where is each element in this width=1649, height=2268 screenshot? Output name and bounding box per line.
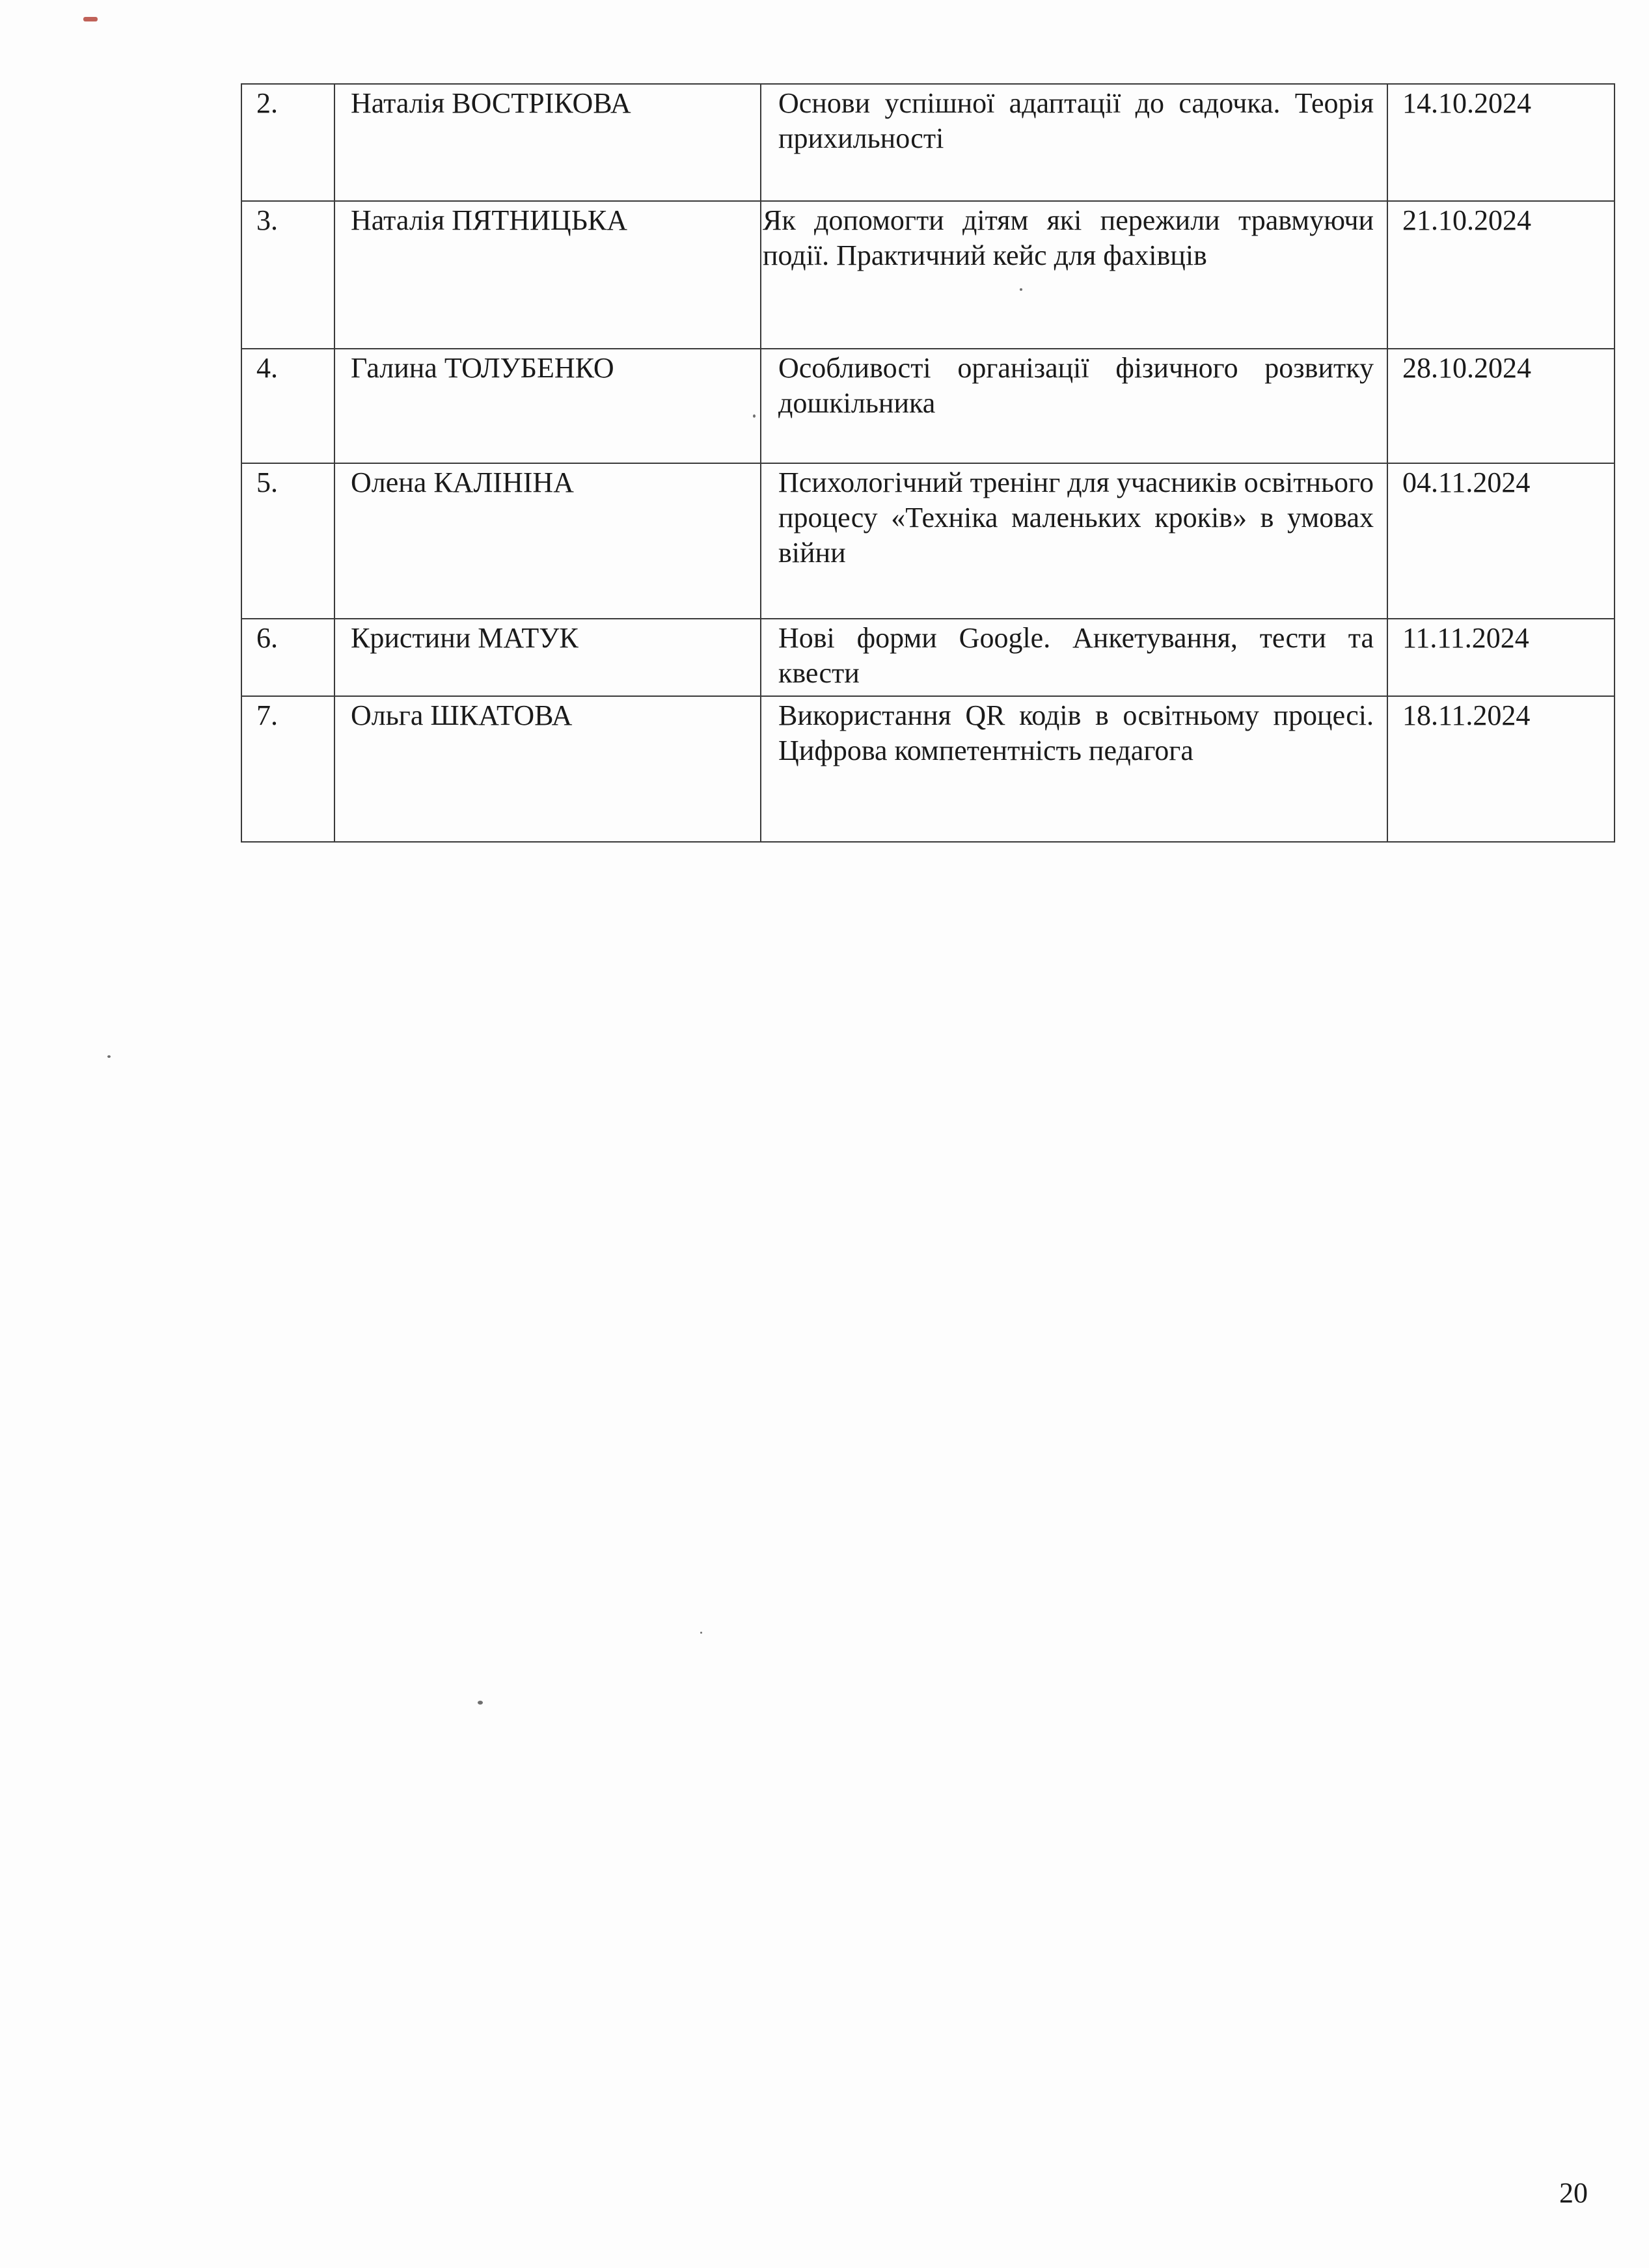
date: 04.11.2024 <box>1387 463 1615 619</box>
date: 28.10.2024 <box>1387 349 1615 463</box>
table-row <box>241 619 1615 696</box>
date: 21.10.2024 <box>1387 201 1615 349</box>
scan-speck <box>478 1701 483 1705</box>
row-number: 6. <box>241 619 334 696</box>
row-number: 7. <box>241 696 334 842</box>
scan-speck <box>700 1632 702 1634</box>
table-row <box>241 349 1615 463</box>
table-row <box>241 84 1615 201</box>
date: 18.11.2024 <box>1387 696 1615 842</box>
row-number: 5. <box>241 463 334 619</box>
topic: Як допомогти дітям які пережили травмуючи події. Практичний кейс для фахівців <box>761 201 1387 349</box>
page-number: 20 <box>1559 2177 1588 2209</box>
speaker-name: Наталія ВОСТРІКОВА <box>334 84 761 201</box>
topic: Використання QR кодів в освітньому процесі. Цифрова компетентність педагога <box>761 696 1387 842</box>
scan-speck <box>107 1055 111 1058</box>
scan-mark <box>83 17 98 21</box>
speaker-name: Ольга ШКАТОВА <box>334 696 761 842</box>
speaker-name: Кристини МАТУК <box>334 619 761 696</box>
topic: Особливості організації фізичного розвитку дошкільника <box>761 349 1387 463</box>
table-row <box>241 696 1615 842</box>
speaker-name: Галина ТОЛУБЕНКО <box>334 349 761 463</box>
topic: Нові форми Google. Анкетування, тести та квести <box>761 619 1387 696</box>
speaker-name: Олена КАЛІНІНА <box>334 463 761 619</box>
row-number: 3. <box>241 201 334 349</box>
table-row <box>241 463 1615 619</box>
speaker-name: Наталія ПЯТНИЦЬКА <box>334 201 761 349</box>
topic: Психологічний тренінг для учасників освітнього процесу «Техніка маленьких кроків» в умовах війни <box>761 463 1387 619</box>
table-row <box>241 201 1615 349</box>
date: 14.10.2024 <box>1387 84 1615 201</box>
topic: Основи успішної адаптації до садочка. Теорія прихильності <box>761 84 1387 201</box>
row-number: 2. <box>241 84 334 201</box>
schedule-table <box>241 83 1615 843</box>
date: 11.11.2024 <box>1387 619 1615 696</box>
row-number: 4. <box>241 349 334 463</box>
